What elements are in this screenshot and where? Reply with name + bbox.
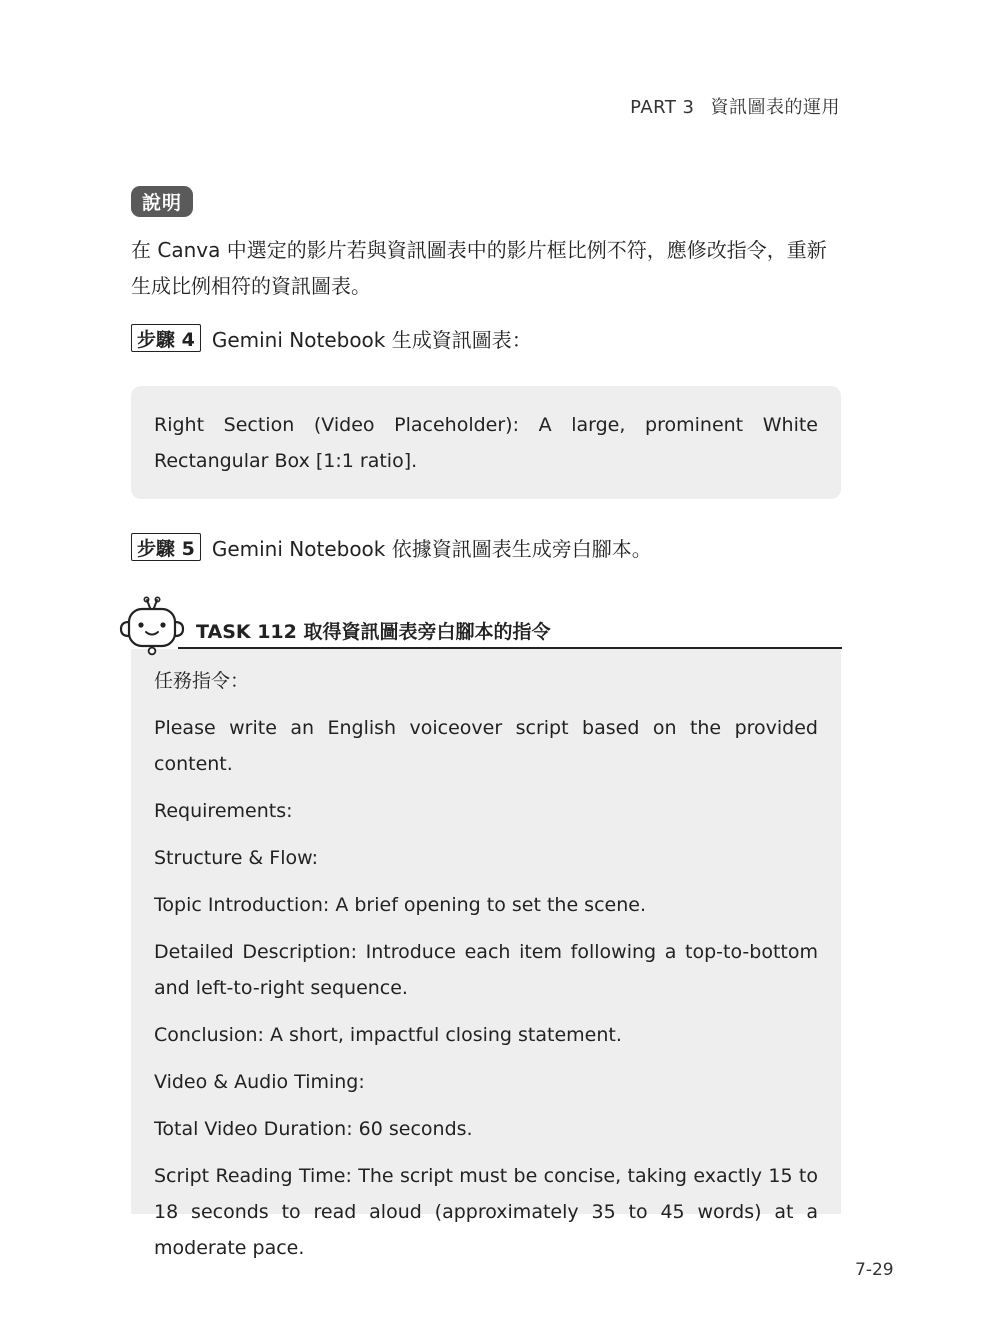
step-4	[131, 323, 532, 353]
task-body	[131, 649, 841, 1259]
step-5-label: 步驟 5	[131, 533, 201, 561]
task-line: Detailed Description: Introduce each item following a top-to-bottom and left-to-right sequence.	[154, 941, 818, 999]
description-paragraph: 在 Canva 中選定的影片若與資訊圖表中的影片框比例不符，應修改指令，重新生成比例相符的資訊圖表。	[131, 238, 827, 298]
running-header	[630, 93, 840, 119]
step-4-label: 步驟 4	[131, 324, 201, 352]
step-5-text: Gemini Notebook 依據資訊圖表生成旁白腳本。	[211, 536, 652, 561]
header-part: PART 3	[630, 97, 695, 118]
task-line: Conclusion: A short, impactful closing statement.	[154, 1024, 622, 1046]
header-chapter: 資訊圖表的運用	[710, 97, 840, 118]
task-line: Please write an English voiceover script based on the provided content.	[154, 717, 818, 775]
task-line: Topic Introduction: A brief opening to set the scene.	[154, 894, 646, 916]
task-title: TASK 112 取得資訊圖表旁白腳本的指令	[196, 621, 551, 643]
robot-icon	[118, 596, 186, 656]
page-number: 7-29	[855, 1260, 894, 1280]
task-header-rule	[178, 647, 842, 649]
step-5	[131, 532, 652, 562]
task-line: Script Reading Time: The script must be concise, taking exactly 15 to 18 seconds to read aloud (approximately 35 to 45 words) at a moderate pace.	[154, 1165, 818, 1259]
prompt-code-block: Right Section (Video Placeholder): A large, prominent White Rectangular Box [1:1 ratio].	[131, 386, 841, 499]
task-line: Video & Audio Timing:	[154, 1071, 365, 1093]
explanation-badge: 說明	[131, 186, 193, 217]
task-line: Structure & Flow:	[154, 847, 319, 869]
step-4-text: Gemini Notebook 生成資訊圖表：	[211, 327, 532, 352]
task-line: 任務指令：	[154, 670, 250, 692]
task-line: Requirements:	[154, 800, 293, 822]
task-line: Total Video Duration: 60 seconds.	[154, 1118, 473, 1140]
